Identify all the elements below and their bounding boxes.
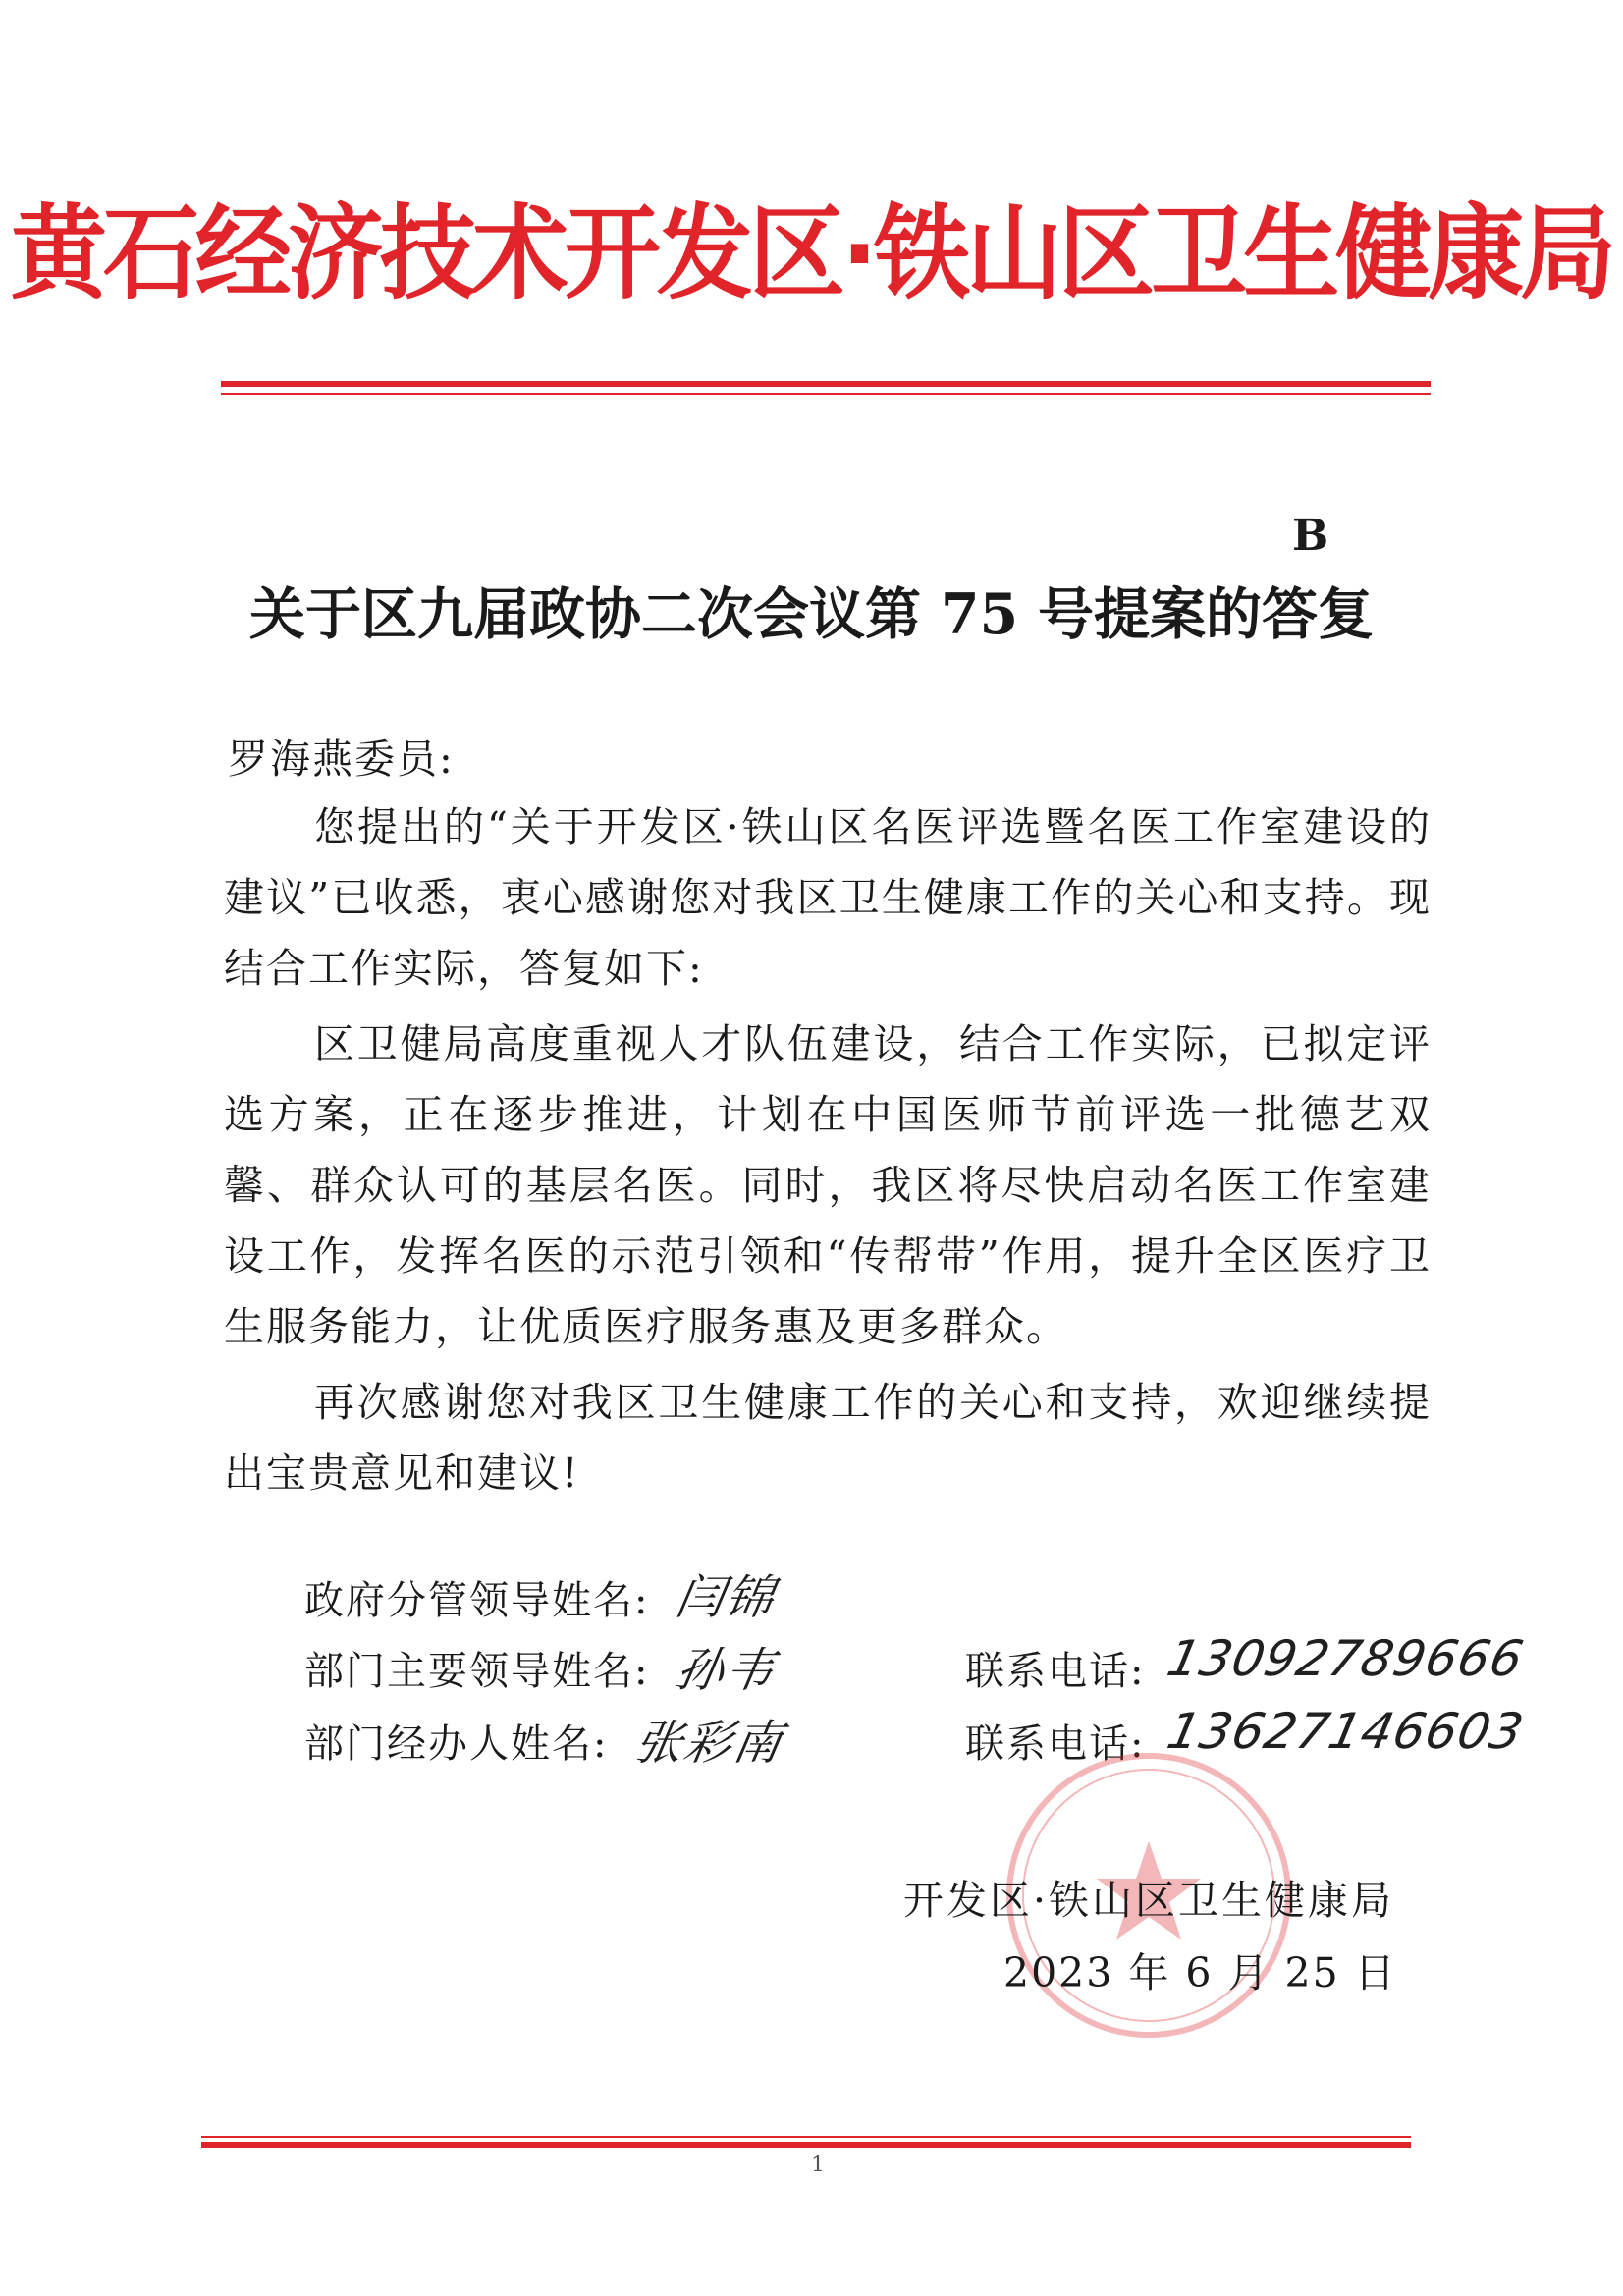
classification-mark: B (1292, 511, 1329, 561)
footer-rule-thick (201, 2142, 1411, 2148)
salutation: 罗海燕委员: (228, 736, 455, 783)
document-title: 关于区九届政协二次会议第 75 号提案的答复 (248, 581, 1374, 647)
handler-signature: 张彩南 (630, 1716, 788, 1771)
dept-leader-signature: 孙韦 (672, 1643, 781, 1698)
footer-rule-thin (201, 2136, 1411, 2138)
gov-leader-label: 政府分管领导姓名: (304, 1578, 650, 1623)
phone-2-label: 联系电话: (965, 1722, 1146, 1767)
phone-1-label: 联系电话: (965, 1649, 1146, 1694)
body-paragraph-1: 您提出的“关于开发区·铁山区名医评选暨名医工作室建设的建议”已收悉，衷心感谢您对我区卫生健康工作的关心和支持。现结合工作实际，答复如下: (224, 803, 1432, 992)
issuer-name: 开发区·铁山区卫生健康局 (903, 1877, 1395, 1924)
phone-2-value: 13627146603 (1162, 1703, 1530, 1760)
letterhead-title: 黄石经济技术开发区·铁山区卫生健康局 (10, 194, 1613, 314)
letterhead-rule-thick (221, 381, 1431, 387)
letterhead-rule-thin (221, 393, 1431, 395)
phone-1-value: 13092789666 (1162, 1630, 1530, 1687)
page-number: 1 (811, 2153, 825, 2177)
issue-date: 2023 年 6 月 25 日 (1003, 1949, 1397, 1996)
body-paragraph-2: 区卫健局高度重视人才队伍建设，结合工作实际，已拟定评选方案，正在逐步推进，计划在中国医师节前评选一批德艺双馨、群众认可的基层名医。同时，我区将尽快启动名医工作室建设工作，发挥名医的示范引领和“传帮带”作用，提升全区医疗卫生服务能力，让优质医疗服务惠及更多群众。 (224, 1020, 1432, 1350)
gov-leader-signature: 闫锦 (672, 1570, 781, 1625)
handler-label: 部门经办人姓名: (304, 1722, 609, 1767)
dept-leader-label: 部门主要领导姓名: (304, 1649, 650, 1694)
body-paragraph-3: 再次感谢您对我区卫生健康工作的关心和支持，欢迎继续提出宝贵意见和建议! (224, 1379, 1432, 1497)
